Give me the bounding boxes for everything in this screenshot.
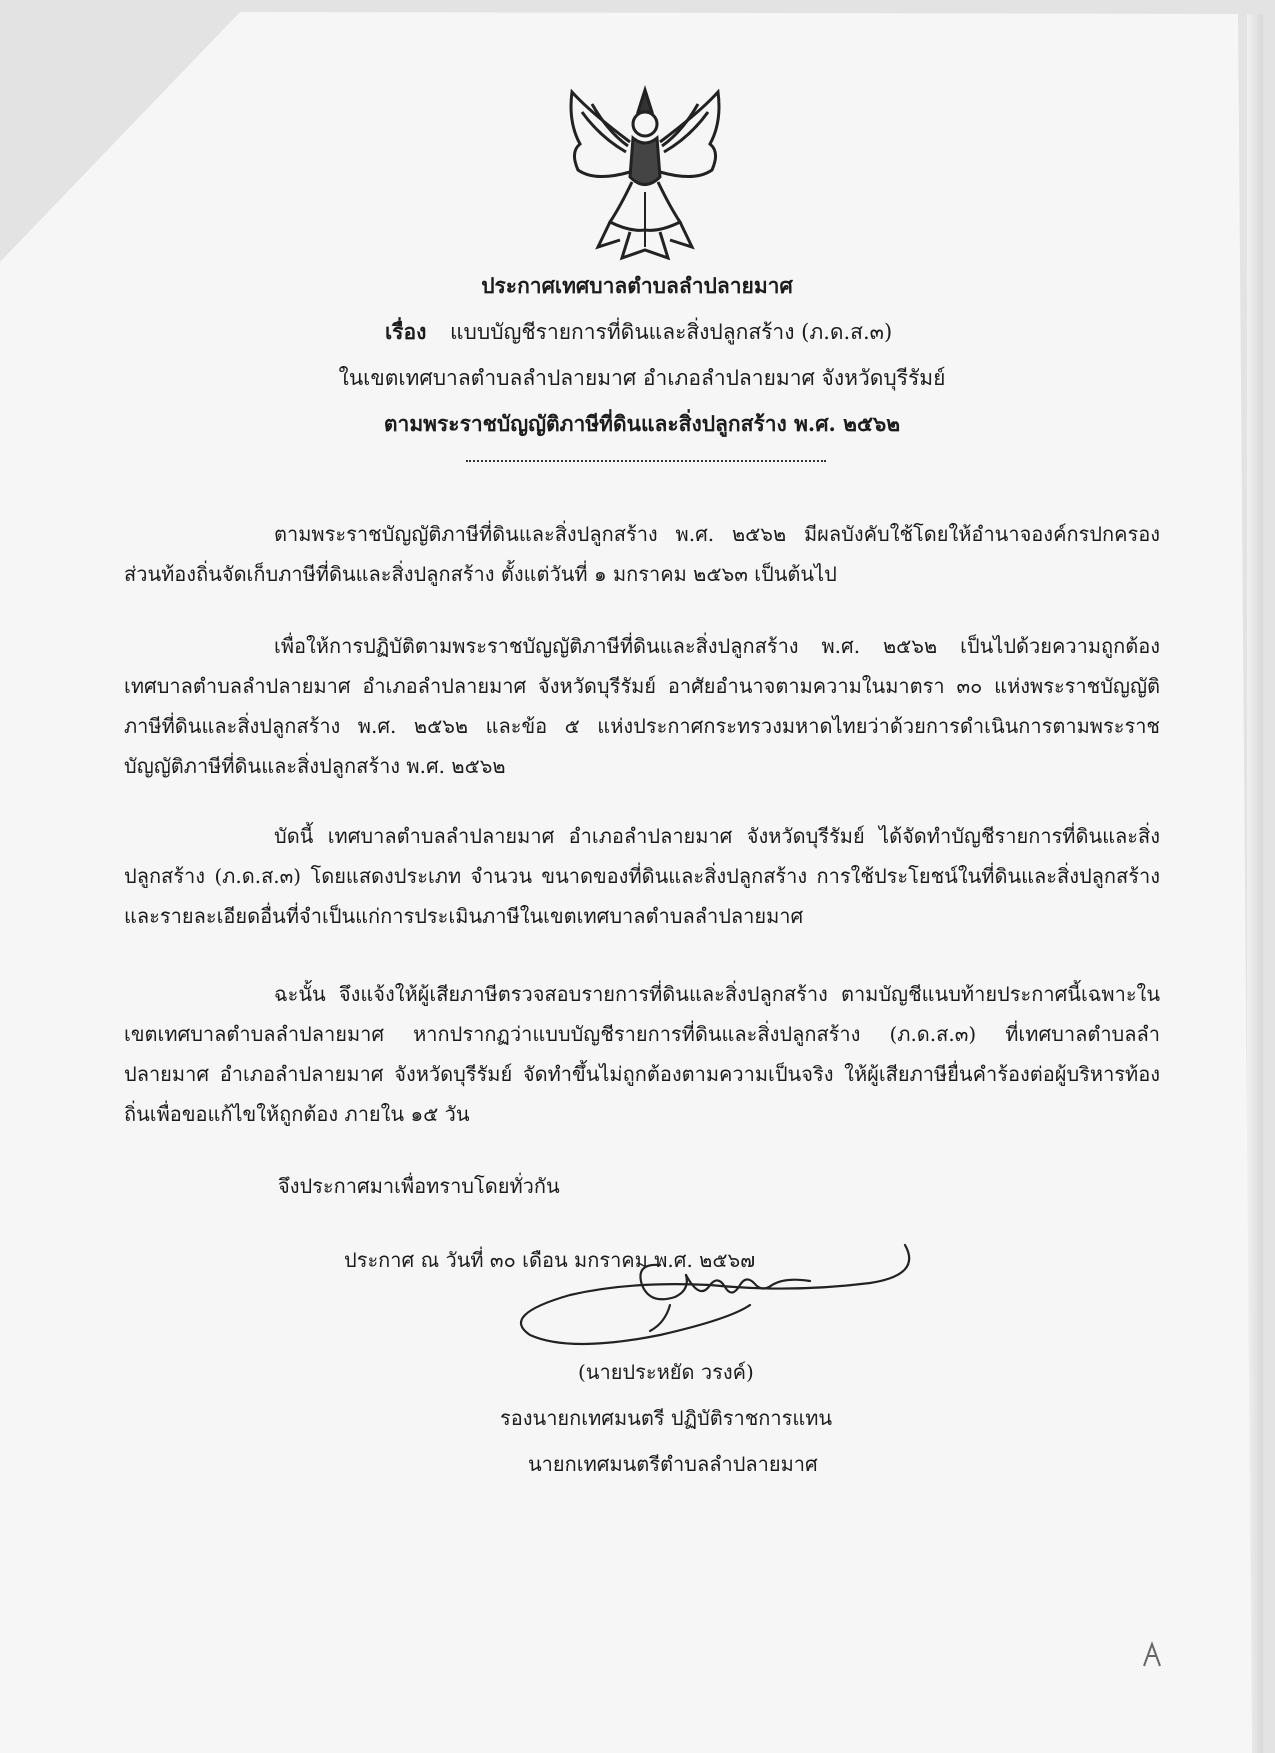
signer-title: รองนายกเทศมนตรี ปฏิบัติราชการแทน [500,1406,833,1430]
area-line: ในเขตเทศบาลตำบลลำปลายมาศ อำเภอลำปลายมาศ จังหวัดบุรีรัมย์ [338,366,946,390]
header-divider [466,460,826,462]
law-line: ตามพระราชบัญญัติภาษีที่ดินและสิ่งปลูกสร้าง พ.ศ. ๒๕๖๒ [383,411,901,436]
paragraph-1: ตามพระราชบัญญัติภาษีที่ดินและสิ่งปลูกสร้าง พ.ศ. ๒๕๖๒ มีผลบังคับใช้โดยให้อำนาจองค์กรปกครองส่วนท้องถิ่นจัดเก็บภาษีที่ดินและสิ่งปลูกสร้าง ตั้งแต่วันที่ ๑ มกราคม ๒๕๖๓ เป็นต้นไป [124,522,1160,586]
signer-organization: นายกเทศมนตรีตำบลลำปลายมาศ [528,1452,818,1476]
subject-label: เรื่อง [385,319,427,344]
paragraph-2: เพื่อให้การปฏิบัติตามพระราชบัญญัติภาษีที่ดินและสิ่งปลูกสร้าง พ.ศ. ๒๕๖๒ เป็นไปด้วยความถูกต้อง เทศบาลตำบลลำปลายมาศ อำเภอลำปลายมาศ จังหวัดบุรีรัมย์ อาศัยอำนาจตามความในมาตรา ๓๐ แห่งพระราชบัญญัติภาษีที่ดินและสิ่งปลูกสร้าง พ.ศ. ๒๕๖๒ และข้อ ๕ แห่งประกาศกระทรวงมหาดไทยว่าด้วยการดำเนินการตามพระราชบัญญัติภาษีที่ดินและสิ่งปลูกสร้าง พ.ศ. ๒๕๖๒ [124,634,1160,778]
scan-mark-icon [1140,1640,1166,1670]
paragraph-3: บัดนี้ เทศบาลตำบลลำปลายมาศ อำเภอลำปลายมาศ จังหวัดบุรีรัมย์ ได้จัดทำบัญชีรายการที่ดินและสิ่งปลูกสร้าง (ภ.ด.ส.๓) โดยแสดงประเภท จำนวน ขนาดของที่ดินและสิ่งปลูกสร้าง การใช้ประโยชน์ในที่ดินและสิ่งปลูกสร้างและรายละเอียดอื่นที่จำเป็นแก่การประเมินภาษีในเขตเทศบาลตำบลลำปลายมาศ [124,824,1160,928]
date-line: ประกาศ ณ วันที่ ๓๐ เดือน มกราคม พ.ศ. ๒๕๖๗ [344,1248,756,1272]
signature-image [510,1235,930,1355]
paragraph-4: ฉะนั้น จึงแจ้งให้ผู้เสียภาษีตรวจสอบรายการที่ดินและสิ่งปลูกสร้าง ตามบัญชีแนบท้ายประกาศนี้เฉพาะในเขตเทศบาลตำบลลำปลายมาศ หากปรากฏว่าแบบบัญชีรายการที่ดินและสิ่งปลูกสร้าง (ภ.ด.ส.๓) ที่เทศบาลตำบลลำปลายมาศ อำเภอลำปลายมาศ จังหวัดบุรีรัมย์ จัดทำขึ้นไม่ถูกต้องตามความเป็นจริง ให้ผู้เสียภาษียื่นคำร้องต่อผู้บริหารท้องถิ่นเพื่อขอแก้ไขให้ถูกต้อง ภายใน ๑๕ วัน [124,982,1160,1126]
subject-text: แบบบัญชีรายการที่ดินและสิ่งปลูกสร้าง (ภ.ด.ส.๓) [450,320,893,344]
signer-name: (นายประหยัด วรงค์) [578,1360,754,1384]
closing-line: จึงประกาศมาเพื่อทราบโดยทั่วกัน [278,1174,560,1198]
document-title: ประกาศเทศบาลตำบลลำปลายมาศ [481,273,793,298]
garuda-emblem-icon [560,82,730,262]
